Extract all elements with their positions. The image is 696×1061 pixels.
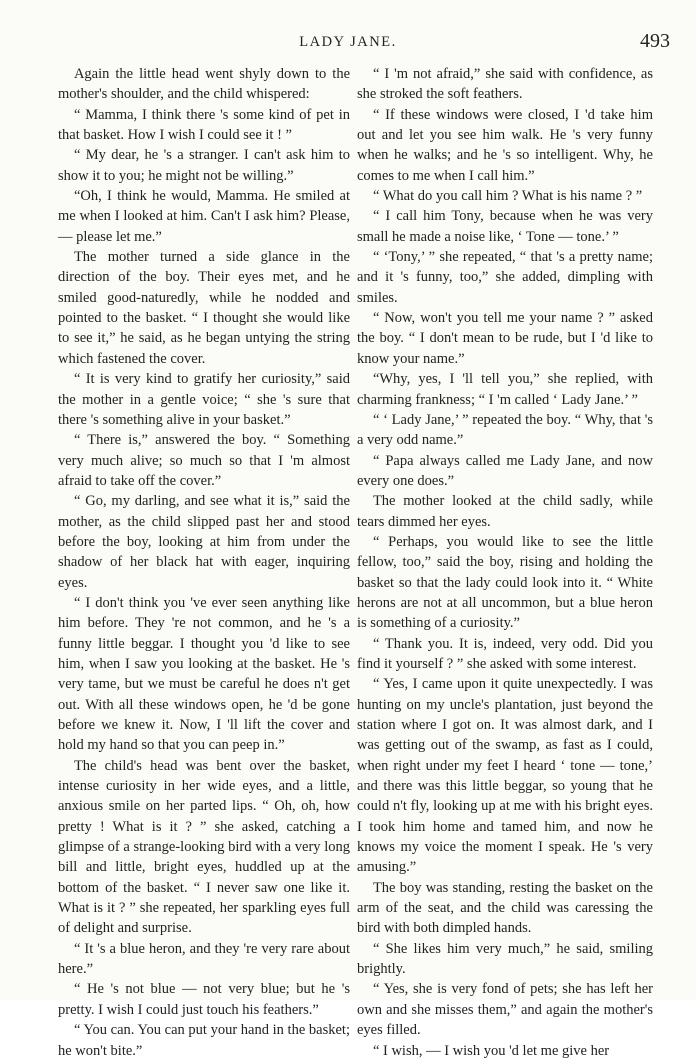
paragraph: “Oh, I think he would, Mamma. He smiled at me when I looked at him. Can't I ask him? Please,— please let me.” [58, 188, 350, 245]
paragraph: “Why, yes, I 'll tell you,” she replied, with charming frankness; “ I 'm called ‘ Lady Jane.’ ” [357, 371, 653, 408]
paragraph: “ Papa always called me Lady Jane, and now every one does.” [357, 452, 653, 489]
paragraph: “ There is,” answered the boy. “ Something very much alive; so much so that I 'm almost afraid to take off the cover.” [58, 432, 350, 489]
paragraph: Again the little head went shyly down to the mother's shoulder, and the child whispered: [58, 66, 350, 103]
paragraph: “ It is very kind to gratify her curiosity,” said the mother in a gentle voice; “ she 's sure that there 's something alive in your basket.” [58, 371, 350, 428]
right-column [357, 64, 653, 1061]
paragraph: “ It 's a blue heron, and they 're very rare about here.” [58, 940, 350, 978]
paragraph: “ What do you call him ? What is his name ? ” [372, 188, 643, 205]
running-title: LADY JANE. [299, 34, 397, 50]
paragraph: “ Go, my darling, and see what it is,” said the mother, as the child slipped past her and stood before the boy, looking at him from under the shadow of her black hat with eager, inquiring eyes. [58, 493, 350, 591]
paragraph: “ She likes him very much,” he said, smiling brightly. [357, 940, 653, 978]
paragraph: “ He 's not blue — not very blue; but he 's pretty. I wish I could just touch his feathers.” [58, 981, 350, 1018]
paragraph: “ Yes, I came upon it quite unexpectedly. I was hunting on my uncle's plantation, just beyond the station where I got on. It was almost dark, and I was getting out of the swamp, as fast as I could, when right under my feet I heard ‘ tone — tone,’ and there was this little beggar, so young that he could n't fly, looking up at me with his bright eyes. I took him home and tamed him, and now he knows my voice the moment I speak. He 's very amusing.” [357, 676, 653, 876]
paragraph: “ Mamma, I think there 's some kind of pet in that basket. How I wish I could see it ! ” [58, 106, 350, 144]
page-number: 493 [640, 30, 670, 52]
paragraph: “ If these windows were closed, I 'd take him out and let you see him walk. He 's very funny when he walks; and he 's so intelligent. Why, he comes to me when I call him.” [357, 106, 653, 184]
paragraph: The mother turned a side glance in the direction of the boy. Their eyes met, and he smiled good-naturedly, while he nodded and pointed to the basket. “ I thought she would like to see it,” he said, as he began untying the string which fastened the cover. [58, 249, 350, 367]
paragraph: The boy was standing, resting the basket on the arm of the seat, and the child was caressing the bird with both dimpled hands. [357, 879, 653, 937]
paragraph: “ You can. You can put your hand in the basket; he won't bite.” [58, 1022, 350, 1059]
paragraph: “ ‘Tony,’ ” she repeated, “ that 's a pretty name; and it 's funny, too,” she added, dimpling with smiles. [357, 249, 653, 306]
paragraph: “ ‘ Lady Jane,’ ” repeated the boy. “ Why, that 's a very odd name.” [357, 411, 653, 449]
paragraph: “ I wish, — I wish you 'd let me give her [372, 1042, 610, 1059]
paragraph: The mother looked at the child sadly, while tears dimmed her eyes. [357, 493, 653, 530]
paragraph: The child's head was bent over the basket, intense curiosity in her wide eyes, and a little, anxious smile on her parted lips. “ Oh, oh, how pretty ! What is it ? ” she asked, catching a glimpse of a strange-looking bird with a very long bill and little, bright eyes, huddled up at the bottom of the basket. “ I never saw one like it. What is it ? ” she repeated, her sparkling eyes full of delight and surprise. [58, 757, 350, 937]
paragraph: “ My dear, he 's a stranger. I can't ask him to show it to you; he might not be willing.” [58, 147, 350, 184]
left-column [58, 64, 350, 1061]
paragraph: “ I 'm not afraid,” she said with confidence, as she stroked the soft feathers. [357, 66, 653, 103]
paragraph: “ I don't think you 've ever seen anything like him before. They 're not common, and he 's a funny little beggar. I thought you 'd like to see him, when I saw you looking at the basket. He 's very tame, but we must be careful he does n't get out. With all these windows open, he 'd be gone before we knew it. Now, I 'll lift the cover and hold my hand so that you can peep in.” [58, 594, 350, 754]
paragraph: “ I call him Tony, because when he was very small he made a noise like, ‘ Tone — tone.’ ” [357, 208, 653, 245]
paragraph: “ Now, won't you tell me your name ? ” asked the boy. “ I don't mean to be rude, but I 'd like to know your name.” [357, 310, 653, 367]
paragraph: “ Perhaps, you would like to see the little fellow, too,” said the boy, rising and holding the basket so that the lady could look into it. “ White herons are not at all uncommon, but a blue heron is something of a curiosity.” [357, 533, 653, 632]
paragraph: “ Thank you. It is, indeed, very odd. Did you find it yourself ? ” she asked with some interest. [357, 635, 653, 672]
paragraph: “ Yes, she is very fond of pets; she has left her own and she misses them,” and again the mother's eyes filled. [357, 981, 653, 1039]
